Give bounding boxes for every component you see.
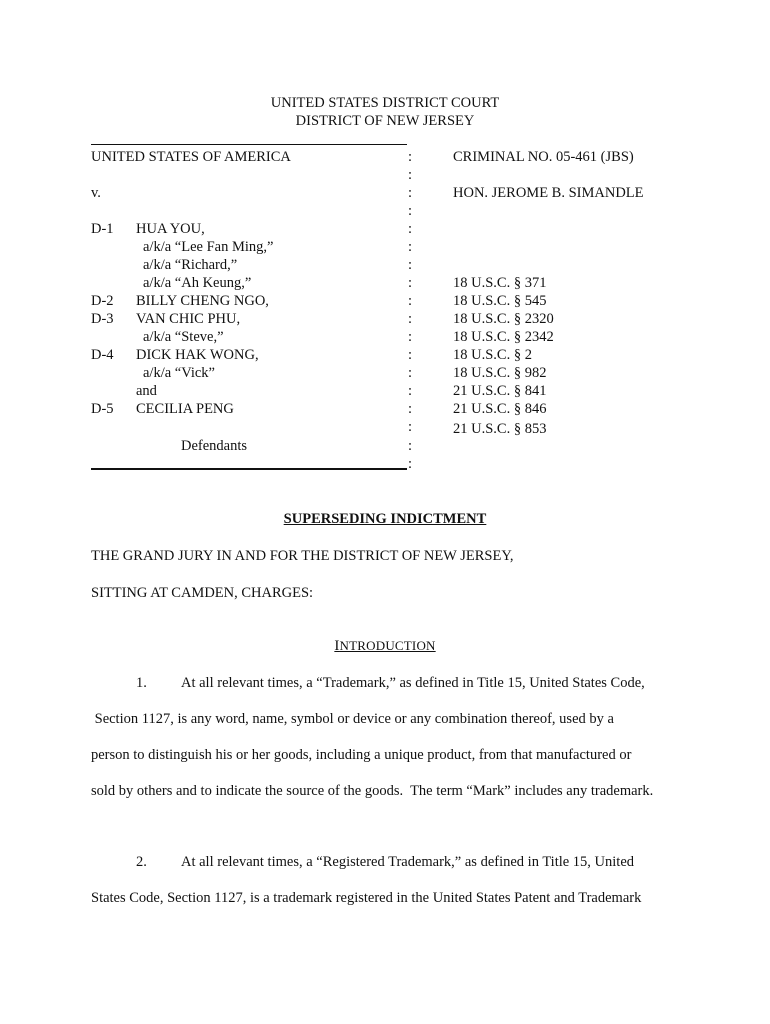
defendant-name: HUA YOU,	[136, 221, 205, 237]
defendant-name: BILLY CHENG NGO,	[136, 293, 269, 309]
statute: 18 U.S.C. § 545	[453, 293, 547, 309]
defendant-code: D-2	[91, 293, 114, 309]
statute: 21 U.S.C. § 853	[453, 421, 547, 437]
defendant-code: D-3	[91, 311, 114, 327]
caption-colon: :	[407, 456, 413, 472]
judge-name: HON. JEROME B. SIMANDLE	[453, 185, 644, 201]
defendant-alias: a/k/a “Steve,”	[143, 329, 224, 345]
caption-colon: :	[407, 185, 413, 201]
statute: 18 U.S.C. § 371	[453, 275, 547, 291]
defendant-name: VAN CHIC PHU,	[136, 311, 241, 327]
paragraph-number: 2.	[136, 854, 147, 870]
versus: v.	[91, 185, 101, 201]
grand-jury-line: SITTING AT CAMDEN, CHARGES:	[91, 585, 314, 601]
criminal-number: CRIMINAL NO. 05-461 (JBS)	[453, 149, 634, 165]
plaintiff-name: UNITED STATES OF AMERICA	[91, 149, 291, 165]
statute: 21 U.S.C. § 846	[453, 401, 547, 417]
caption-bottom-rule	[91, 468, 407, 470]
statute: 18 U.S.C. § 2320	[453, 311, 554, 327]
paragraph-line: States Code, Section 1127, is a trademark registered in the United States Patent and Trademark	[91, 890, 642, 906]
section-heading-rest: NTRODUCTION	[339, 638, 436, 653]
defendant-name: DICK HAK WONG,	[136, 347, 259, 363]
paragraph-line: At all relevant times, a “Trademark,” as defined in Title 15, United States Code,	[181, 675, 645, 691]
section-heading-initial: I	[334, 638, 340, 654]
paragraph-line: sold by others and to indicate the source of the goods. The term “Mark” includes any trademark.	[91, 783, 654, 799]
statute: 18 U.S.C. § 2	[453, 347, 532, 363]
paragraph-number: 1.	[136, 675, 147, 691]
caption-colon: :	[407, 347, 413, 363]
paragraph-line: Section 1127, is any word, name, symbol or device or any combination thereof, used by a	[91, 711, 614, 727]
caption-colon: :	[407, 203, 413, 219]
caption-colon: :	[407, 221, 413, 237]
caption-colon: :	[407, 383, 413, 399]
defendant-code: D-5	[91, 401, 114, 417]
defendant-code: D-1	[91, 221, 114, 237]
court-name: UNITED STATES DISTRICT COURT	[270, 95, 500, 111]
grand-jury-line: THE GRAND JURY IN AND FOR THE DISTRICT OF NEW JERSEY,	[91, 548, 514, 564]
caption-colon: :	[407, 329, 413, 345]
caption-colon: :	[407, 365, 413, 381]
caption-colon: :	[407, 311, 413, 327]
defendant-alias: a/k/a “Vick”	[143, 365, 215, 381]
section-heading	[0, 637, 770, 655]
defendants-label: Defendants	[181, 438, 248, 454]
defendant-alias: a/k/a “Lee Fan Ming,”	[143, 239, 274, 255]
paragraph-line: person to distinguish his or her goods, including a unique product, from that manufactured or	[91, 747, 632, 763]
caption-top-rule	[91, 144, 407, 145]
caption-colon: :	[407, 419, 413, 435]
statute: 21 U.S.C. § 841	[453, 383, 547, 399]
caption-colon: :	[407, 438, 413, 454]
caption-colon: :	[407, 401, 413, 417]
defendant-code: D-4	[91, 347, 114, 363]
caption-colon: :	[407, 149, 413, 165]
paragraph-line: At all relevant times, a “Registered Trademark,” as defined in Title 15, United	[181, 854, 635, 870]
caption-colon: :	[407, 275, 413, 291]
court-district: DISTRICT OF NEW JERSEY	[295, 113, 475, 129]
defendant-alias: a/k/a “Ah Keung,”	[143, 275, 252, 291]
document-title: SUPERSEDING INDICTMENT	[283, 511, 487, 527]
statute: 18 U.S.C. § 2342	[453, 329, 554, 345]
caption-colon: :	[407, 257, 413, 273]
caption-colon: :	[407, 167, 413, 183]
defendant-name: CECILIA PENG	[136, 401, 234, 417]
conjunction: and	[136, 383, 157, 399]
statute: 18 U.S.C. § 982	[453, 365, 547, 381]
defendant-alias: a/k/a “Richard,”	[143, 257, 238, 273]
caption-colon: :	[407, 239, 413, 255]
caption-colon: :	[407, 293, 413, 309]
